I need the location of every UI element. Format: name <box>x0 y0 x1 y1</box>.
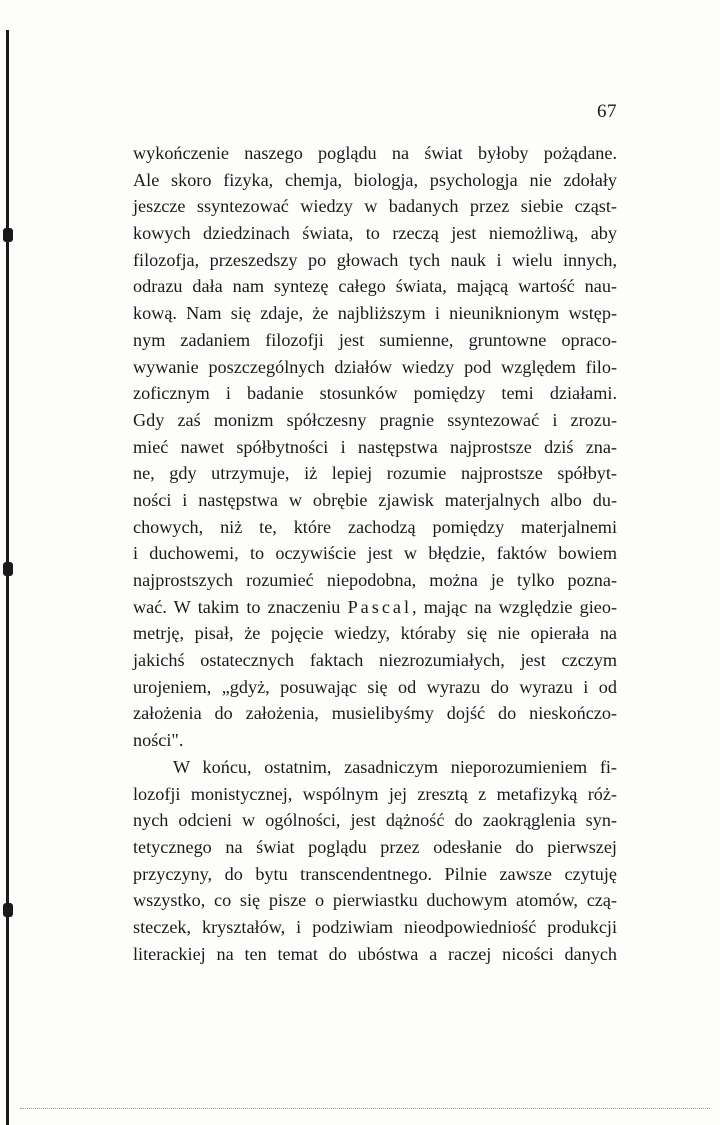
text-line: tetycznego na świat poglądu przez odesłanie do pierwszej <box>133 836 617 857</box>
text-line: W końcu, ostatnim, zasadniczym nieporozumieniem fi- <box>173 756 617 777</box>
text-line: urojeniem, „gdyż, posuwając się od wyrazu do wyrazu i od <box>133 676 617 697</box>
text-segment: , mając na względzie gieo- <box>412 596 618 617</box>
text-line: wszystko, co się pisze o pierwiastku duchowym atomów, czą- <box>133 890 617 911</box>
text-line: chowych, niż te, które zachodzą pomiędzy materjalnemi <box>133 516 617 537</box>
text-line: ności". <box>133 730 184 751</box>
body-text <box>133 140 617 967</box>
text-line: założenia do założenia, musielibyśmy dojść do nieskończo- <box>133 703 617 724</box>
binding-notch <box>3 228 13 242</box>
text-line: literackiej na ten temat do ubóstwa a raczej nicości danych <box>133 943 617 964</box>
text-line: nym zadaniem filozofji jest sumienne, gruntowne opraco- <box>133 329 617 350</box>
text-line: metrję, pisał, że pojęcie wiedzy, któraby się nie opierała na <box>133 623 617 644</box>
page-number: 67 <box>597 101 617 122</box>
binding-notch <box>3 903 13 917</box>
text-line: wykończenie naszego poglądu na świat byłoby pożądane. <box>133 143 617 163</box>
text-line: jeszcze ssyntezować wiedzy w badanych przez siebie cząst- <box>133 196 617 217</box>
text-line: kową. Nam się zdaje, że najbliższym i nieuniknionym wstęp- <box>133 303 617 324</box>
text-segment: wać. W takim to znaczeniu <box>133 596 341 617</box>
text-line: filozofja, przeszedszy po głowach tych nauk i wielu innych, <box>133 249 617 270</box>
text-line: Ale skoro fizyka, chemja, biologja, psychologja nie zdołały <box>133 169 617 190</box>
emphasized-name: Pascal <box>347 596 413 617</box>
text-line: mieć nawet spółbytności i następstwa najprostsze dziś zna- <box>133 436 617 457</box>
text-line: i duchowemi, to oczywiście jest w błędzie, faktów bowiem <box>133 543 617 564</box>
text-line: wywanie poszczególnych działów wiedzy pod względem filo- <box>133 356 617 377</box>
text-line: ności i następstwa w obrębie zjawisk materjalnych albo du- <box>133 489 617 510</box>
page-bottom-edge <box>20 1108 710 1109</box>
text-line: steczek, kryształów, i podziwiam nieodpowiedniość produkcji <box>133 916 617 937</box>
text-line: Gdy zaś monizm spółczesny pragnie ssyntezować i zrozu- <box>133 409 617 430</box>
binding-notch <box>3 562 13 576</box>
text-line: przyczyny, do bytu transcendentnego. Pilnie zawsze czytuję <box>133 863 617 884</box>
text-line: najprostszych rozumieć niepodobna, można je tylko pozna- <box>133 570 617 590</box>
text-line: odrazu dała nam syntezę całego świata, mającą wartość nau- <box>133 276 617 297</box>
text-line: jakichś ostatecznych faktach niezrozumiałych, jest czczym <box>133 650 617 671</box>
text-line: nych odcieni w ogólności, jest dążność do zaokrąglenia syn- <box>133 810 617 831</box>
text-line: lozofji monistycznej, wspólnym jej zresztą z metafizyką róż- <box>133 783 617 804</box>
text-line: ne, gdy utrzymuje, iż lepiej rozumie najprostsze spółbyt- <box>133 463 617 484</box>
text-line: zoficznym i badanie stosunków pomiędzy temi działami. <box>133 383 617 404</box>
text-line <box>133 594 617 621</box>
text-line: kowych dziedzinach świata, to rzeczą jest niemożliwą, aby <box>133 223 617 244</box>
binding-edge <box>6 30 9 1125</box>
